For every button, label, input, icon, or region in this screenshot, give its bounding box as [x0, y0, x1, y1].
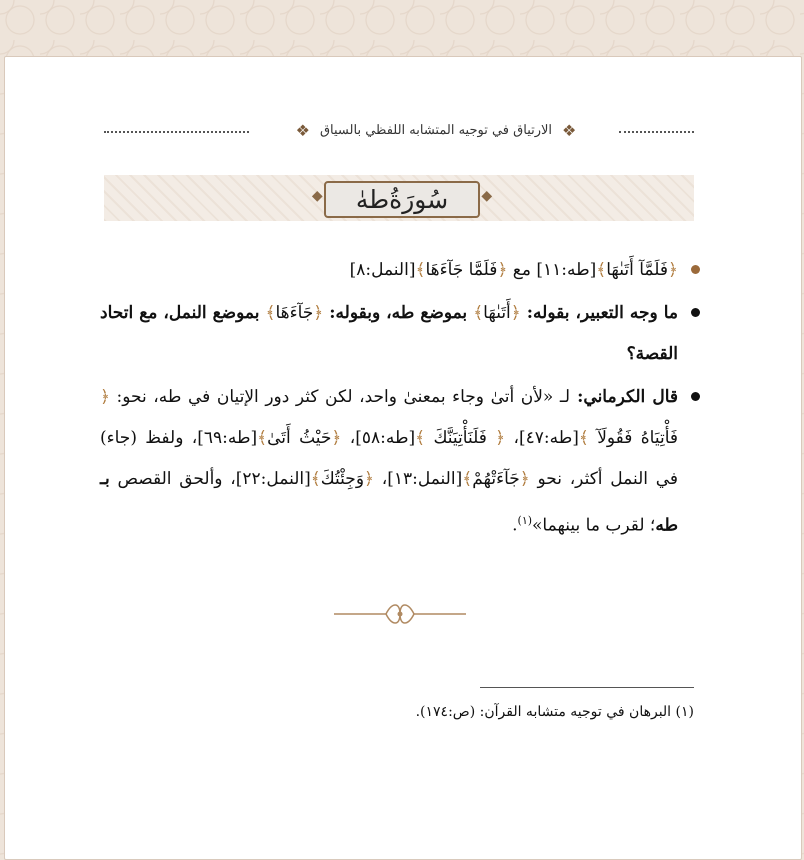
surah-title: ◆ سُورَةُطهٰ ◆ — [324, 181, 480, 218]
text-segment: أَتَىٰهَا — [483, 303, 511, 323]
quran-bracket: ﴿ — [331, 428, 342, 448]
quran-bracket: ﴿ — [313, 303, 324, 323]
bullet-icon — [691, 392, 700, 401]
text-segment: [طه:١١] مع — [507, 260, 597, 280]
header-title: الارتياق في توجيه المتشابه اللفظي بالسياق — [319, 122, 553, 138]
quran-bracket: ﴾ — [265, 303, 276, 323]
text-segment: [طه:٤٧]، — [505, 428, 579, 448]
header-dots-right — [619, 131, 694, 133]
ornament-icon: ❖ — [295, 120, 310, 140]
quran-bracket: ﴿ — [510, 303, 521, 323]
text-segment: [طه:٦٩]، ولفظ (جاء) في النمل أكثر، نحو — [100, 428, 679, 489]
quran-bracket: ﴾ — [415, 428, 426, 448]
text-segment: [النمل:١٣]، — [374, 469, 463, 489]
text-segment: [طه:٥٨]، — [341, 428, 416, 448]
text-segment: فَأْتِيَاهُ فَقُولَآ — [588, 428, 678, 448]
content-body — [100, 250, 700, 549]
text-segment: وَجِئْتُكَ — [320, 469, 365, 489]
quran-bracket: ﴿ — [497, 260, 508, 280]
quran-bracket: ﴿ — [100, 387, 110, 407]
quran-bracket: ﴿ — [364, 469, 374, 489]
divider-ornament — [330, 596, 470, 632]
paragraph-item — [100, 293, 700, 375]
text-segment: لـ «لأن أتىٰ وجاء بمعنىٰ واحد، لكن كثر دور الإتيان في طه، نحو: — [109, 387, 571, 407]
text-segment: حَيْثُ أَتَىٰ — [267, 428, 332, 448]
ornament-icon: ❖ — [562, 120, 577, 140]
quran-bracket: ﴿ — [495, 428, 506, 448]
quran-bracket: ﴾ — [462, 469, 473, 489]
bullet-icon — [691, 265, 700, 274]
footnote-ref: (١) — [517, 514, 533, 527]
text-segment: ما وجه التعبير، بقوله: — [520, 303, 679, 323]
quran-bracket: ﴾ — [473, 303, 484, 323]
text-segment: بموضع طه، وبقوله: — [323, 303, 474, 323]
footnote: (١) البرهان في توجيه متشابه القرآن: (ص:١٧٤). — [415, 704, 694, 720]
running-header — [104, 116, 694, 146]
flourish-icon — [330, 596, 470, 632]
text-segment: . — [512, 515, 518, 536]
quran-bracket: ﴾ — [596, 260, 607, 280]
text-segment: جَآءَتْهُمْ — [472, 469, 520, 489]
text-segment: فَلَمَّا جَآءَهَا — [425, 260, 498, 280]
header-ornament — [254, 116, 618, 144]
text-segment: بـ طه — [100, 469, 678, 536]
text-segment: بموضع النمل، مع اتحاد القصة؟ — [100, 303, 678, 364]
surah-frame — [272, 176, 532, 222]
text-segment: فَلَمَّآ أَتَىٰهَا — [606, 260, 669, 280]
bullet-icon — [691, 308, 700, 317]
paragraph-item — [100, 250, 700, 291]
header-dots-left — [104, 131, 249, 133]
quran-bracket: ﴾ — [578, 428, 589, 448]
quran-bracket: ﴾ — [257, 428, 268, 448]
text-segment: [النمل:٨] — [349, 260, 416, 280]
quran-bracket: ﴾ — [310, 469, 321, 489]
text-segment: قال الكرماني: — [570, 387, 678, 407]
text-segment: فَلَنَأْتِيَنَّكَ — [425, 428, 496, 448]
footnote-separator — [480, 687, 694, 688]
paragraph-item — [100, 377, 700, 547]
text-segment: ؛ لقرب ما بينهما» — [532, 515, 656, 536]
text-segment: [النمل:٢٢]، وألحق القصص — [109, 469, 311, 489]
quran-bracket: ﴿ — [519, 469, 530, 489]
quran-bracket: ﴿ — [668, 260, 678, 280]
quran-bracket: ﴾ — [415, 260, 426, 280]
text-segment: جَآءَهَا — [275, 303, 314, 323]
